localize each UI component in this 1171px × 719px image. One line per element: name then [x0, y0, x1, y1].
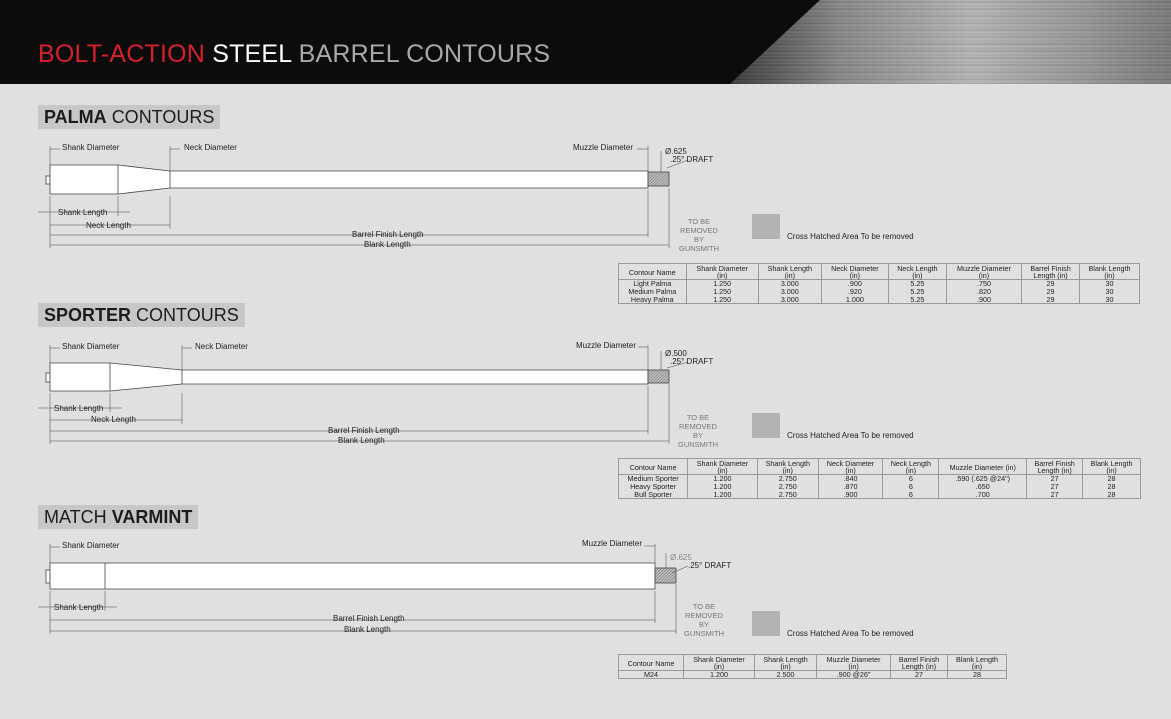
palma-neck-length-label: Neck Length [86, 221, 131, 230]
table-cell: 6 [883, 475, 939, 483]
table-cell: 28 [1083, 483, 1141, 491]
table-cell: .900 [946, 296, 1021, 304]
varmint-shank-length-label: Shank Length [54, 603, 104, 612]
table-cell: .750 [946, 280, 1021, 288]
column-header: Contour Name [619, 264, 687, 280]
table-cell: 28 [1083, 475, 1141, 483]
table-cell: 1.200 [688, 475, 758, 483]
palma-neck-diameter-label: Neck Diameter [184, 143, 237, 152]
varmint-removed-note: Cross Hatched Area To be removed [787, 629, 914, 638]
table-cell: 6 [883, 491, 939, 499]
column-header: Blank Length (in) [1079, 264, 1139, 280]
table-cell: 29 [1022, 280, 1080, 288]
column-header: Blank Length (in) [947, 655, 1006, 671]
sporter-muzzle-value: Ø.500 [665, 349, 687, 358]
palma-muzzle-value: Ø.625 [665, 147, 687, 156]
palma-gunsmith-note: TO BE REMOVED BY GUNSMITH [679, 217, 719, 253]
table-cell: .870 [818, 483, 883, 491]
column-header: Muzzle Diameter (in) [939, 459, 1027, 475]
table-cell: .820 [946, 288, 1021, 296]
varmint-muzzle-diameter-label: Muzzle Diameter [582, 539, 643, 548]
column-header: Shank Length (in) [758, 264, 821, 280]
sporter-removed-note: Cross Hatched Area To be removed [787, 431, 914, 440]
table-cell: 6 [883, 483, 939, 491]
column-header: Neck Diameter (in) [821, 264, 888, 280]
table-cell: 1.200 [688, 483, 758, 491]
table-cell: 1.000 [821, 296, 888, 304]
column-header: Muzzle Diameter (in) [817, 655, 891, 671]
sporter-neck-length-label: Neck Length [91, 415, 136, 424]
varmint-tenon [46, 570, 50, 583]
table-row [619, 280, 1140, 288]
varmint-barrel-profile [50, 563, 655, 589]
table-cell: 5.25 [888, 296, 946, 304]
table-row [619, 491, 1141, 499]
table-cell: 1.200 [684, 671, 755, 679]
table-cell: 5.25 [888, 288, 946, 296]
column-header: Shank Length (in) [757, 459, 818, 475]
sporter-shank-diameter-label: Shank Diameter [62, 342, 120, 351]
table-cell: 1.200 [688, 491, 758, 499]
table-cell: 3.000 [758, 296, 821, 304]
table-cell: 28 [947, 671, 1006, 679]
table-cell: 3.000 [758, 280, 821, 288]
sporter-hatched-muzzle [648, 370, 669, 383]
table-cell: 29 [1022, 296, 1080, 304]
table-cell: M24 [619, 671, 684, 679]
title-bolt-action: BOLT-ACTION [38, 40, 206, 68]
sporter-neck-diameter-label: Neck Diameter [195, 342, 248, 351]
palma-barrel-profile [50, 165, 648, 194]
sporter-spec-table [618, 458, 1141, 499]
title-barrel-contours: BARREL CONTOURS [298, 40, 551, 68]
varmint-barrel-finish-length-label: Barrel Finish Length [333, 614, 405, 623]
table-row [619, 483, 1141, 491]
palma-hatched-muzzle [648, 172, 669, 186]
table-cell: .700 [939, 491, 1027, 499]
table-cell: 2.750 [757, 491, 818, 499]
table-cell: 2.500 [755, 671, 817, 679]
varmint-spec-table [618, 654, 1007, 679]
column-header: Barrel Finish Length (in) [1022, 264, 1080, 280]
table-cell: Medium Palma [619, 288, 687, 296]
table-cell: Heavy Sporter [619, 483, 688, 491]
table-cell: 30 [1079, 280, 1139, 288]
sporter-gunsmith-note: TO BE REMOVED BY GUNSMITH [678, 413, 718, 449]
sporter-hatch-legend-swatch [752, 413, 780, 438]
table-cell: 1.250 [686, 296, 758, 304]
palma-draft-label: .25° DRAFT [670, 155, 714, 164]
palma-shank-diameter-label: Shank Diameter [62, 143, 120, 152]
section-title-sporter: SPORTER CONTOURS [38, 303, 245, 327]
palma-muzzle-diameter-label: Muzzle Diameter [573, 143, 634, 152]
table-cell: Heavy Palma [619, 296, 687, 304]
sporter-barrel-finish-length-label: Barrel Finish Length [328, 426, 400, 435]
table-cell: 3.000 [758, 288, 821, 296]
column-header: Neck Diameter (in) [818, 459, 883, 475]
table-cell: .900 @26" [817, 671, 891, 679]
palma-hatch-legend-swatch [752, 214, 780, 239]
table-header-row [619, 264, 1140, 280]
column-header: Neck Length (in) [888, 264, 946, 280]
table-row [619, 288, 1140, 296]
palma-blank-length-label: Blank Length [364, 240, 411, 249]
table-cell: 28 [1083, 491, 1141, 499]
table-cell: 27 [1027, 483, 1083, 491]
table-cell: 29 [1022, 288, 1080, 296]
table-cell: 5.25 [888, 280, 946, 288]
palma-tenon [46, 176, 50, 184]
varmint-blank-length-label: Blank Length [344, 625, 391, 634]
palma-shank-length-label: Shank Length [58, 208, 108, 217]
table-row [619, 296, 1140, 304]
sporter-draft-label: .25° DRAFT [670, 357, 714, 366]
table-header-row [619, 655, 1007, 671]
table-cell: .900 [821, 280, 888, 288]
column-header: Muzzle Diameter (in) [946, 264, 1021, 280]
varmint-muzzle-value: Ø.625 [670, 553, 692, 562]
table-cell: 30 [1079, 288, 1139, 296]
column-header: Contour Name [619, 459, 688, 475]
varmint-hatched-muzzle [655, 568, 676, 583]
table-cell: 27 [1027, 475, 1083, 483]
table-cell: .840 [818, 475, 883, 483]
table-cell: 2.750 [757, 475, 818, 483]
table-row [619, 671, 1007, 679]
table-cell: Bull Sporter [619, 491, 688, 499]
column-header: Barrel Finish Length (in) [891, 655, 948, 671]
title-steel: STEEL [212, 40, 292, 68]
table-cell: .900 [818, 491, 883, 499]
column-header: Shank Diameter (in) [684, 655, 755, 671]
table-cell: .650 [939, 483, 1027, 491]
sporter-tenon [46, 373, 50, 382]
varmint-hatch-legend-swatch [752, 611, 780, 636]
table-cell: 27 [891, 671, 948, 679]
sporter-barrel-profile [50, 363, 648, 391]
table-cell: Light Palma [619, 280, 687, 288]
table-cell: 1.250 [686, 288, 758, 296]
section-title-match-varmint: MATCH VARMINT [38, 505, 198, 529]
table-cell: 30 [1079, 296, 1139, 304]
varmint-gunsmith-note: TO BE REMOVED BY GUNSMITH [684, 602, 724, 638]
table-cell: 1.250 [686, 280, 758, 288]
table-cell: .590 (.625 @24") [939, 475, 1027, 483]
palma-barrel-finish-length-label: Barrel Finish Length [352, 230, 424, 239]
table-cell: 27 [1027, 491, 1083, 499]
table-cell: .920 [821, 288, 888, 296]
table-cell: Medium Sporter [619, 475, 688, 483]
section-title-palma: PALMA CONTOURS [38, 105, 220, 129]
table-row [619, 475, 1141, 483]
column-header: Contour Name [619, 655, 684, 671]
column-header: Shank Length (in) [755, 655, 817, 671]
table-header-row [619, 459, 1141, 475]
column-header: Barrel Finish Length (in) [1027, 459, 1083, 475]
sporter-muzzle-diameter-label: Muzzle Diameter [576, 341, 637, 350]
palma-removed-note: Cross Hatched Area To be removed [787, 232, 914, 241]
palma-spec-table [618, 263, 1140, 304]
sporter-shank-length-label: Shank Length [54, 404, 104, 413]
column-header: Blank Length (in) [1083, 459, 1141, 475]
column-header: Shank Diameter (in) [688, 459, 758, 475]
sporter-blank-length-label: Blank Length [338, 436, 385, 445]
varmint-draft-label: .25° DRAFT [688, 561, 732, 570]
column-header: Shank Diameter (in) [686, 264, 758, 280]
column-header: Neck Length (in) [883, 459, 939, 475]
varmint-shank-diameter-label: Shank Diameter [62, 541, 120, 550]
table-cell: 2.750 [757, 483, 818, 491]
